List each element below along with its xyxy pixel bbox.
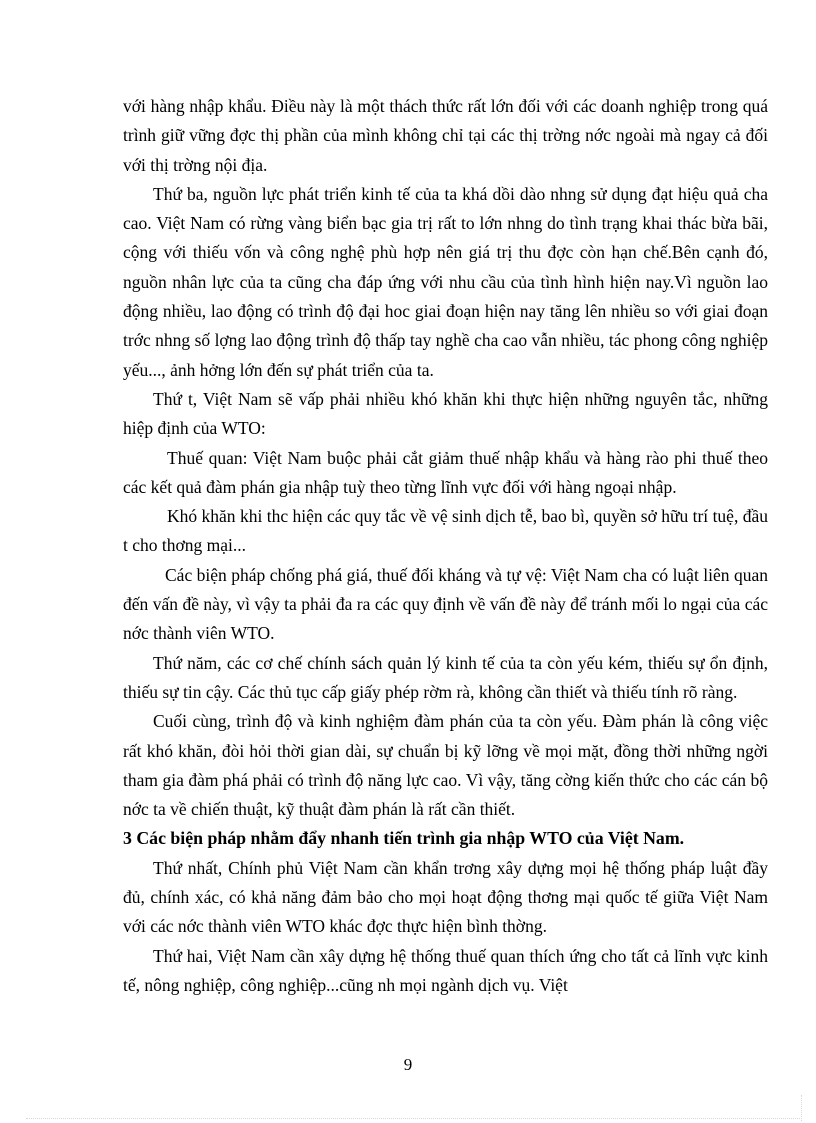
paragraph-thue-quan: Thuế quan: Việt Nam buộc phải cắt giảm thuế nhập khẩu và hàng rào phi thuế theo các kết quả đàm phán gia nhập tuỳ theo từng lĩnh vực đối với hàng ngoại nhập. <box>123 447 768 497</box>
paragraph-thu-tu: Thứ t, Việt Nam sẽ vấp phải nhiều khó khăn khi thực hiện những nguyên tắc, những hiệp định của WTO: <box>123 388 768 439</box>
paragraph-cuoi-cung: Cuối cùng, trình độ và kinh nghiệm đàm phán của ta còn yếu. Đàm phán là công việc rất khó khăn, đòi hỏi thời gian dài, sự chuẩn bị kỹ lỡng về mọi mặt, đồng thời những ngời tham gia đàm phá phải có trình độ năng lực cao. Vì vậy, tăng cờng kiến thức cho các cán bộ nớc ta về chiến thuật, kỹ thuật đàm phán là rất cần thiết. <box>123 711 768 820</box>
paragraph-thu-nam: Thứ năm, các cơ chế chính sách quản lý kinh tế của ta còn yếu kém, thiếu sự ổn định, thiếu sự tin cậy. Các thủ tục cấp giấy phép rờm rà, không cần thiết và thiếu tính rõ ràng. <box>123 652 768 702</box>
page-border-bottom <box>26 1118 802 1119</box>
paragraph-continuation: với hàng nhập khẩu. Điều này là một thách thức rất lớn đối với các doanh nghiệp trong quá trình giữ vững đợc thị phần của mình không chỉ tại các thị trờng nớc ngoài mà ngay cả đối với thị trờng nội địa. <box>123 96 768 175</box>
paragraph-thu-nhat: Thứ nhất, Chính phủ Việt Nam cần khẩn trơng xây dựng mọi hệ thống pháp luật đầy đủ, chính xác, có khả năng đảm bảo cho mọi hoạt động thơng mại quốc tế giữa Việt Nam với các nớc thành viên WTO khác đợc thực hiện bình thờng. <box>123 857 768 937</box>
page-number: 9 <box>403 1055 413 1074</box>
paragraph-bien-phap-chong-pha-gia: Các biện pháp chống phá giá, thuế đối kháng và tự vệ: Việt Nam cha có luật liên quan đến vấn đề này, vì vậy ta phải đa ra các quy định về vấn đề này để tránh mối lo ngại của các nớc thành viên WTO. <box>123 564 768 644</box>
section-heading: 3 Các biện pháp nhằm đẩy nhanh tiến trình gia nhập WTO của Việt Nam. <box>123 828 685 849</box>
paragraph-thu-hai: Thứ hai, Việt Nam cần xây dựng hệ thống thuế quan thích ứng cho tất cả lĩnh vực kinh tế, nông nghiệp, công nghiệp...cũng nh mọi ngành dịch vụ. Việt <box>123 945 768 995</box>
page-body <box>123 92 768 1000</box>
paragraph-thu-ba: Thứ ba, nguồn lực phát triển kinh tế của ta khá dồi dào nhng sử dụng đạt hiệu quả cha cao. Việt Nam có rừng vàng biển bạc gia trị rất to lớn nhng do tình trạng khai thác bừa bãi, cộng với thiếu vốn và công nghệ phù hợp nên giá trị thu đợc còn hạn chế.Bên cạnh đó, nguồn nhân lực của ta cũng cha đáp ứng với nhu cầu của tình hình hiện nay.Vì nguồn lao động nhiều, lao động có trình độ đại hoc giai đoạn hiện nay tăng lên nhiều so với giai đoạn trớc nhng số lợng lao động trình độ thấp tay nghề cha cao vẫn nhiều, tác phong công nghiệp yếu..., ảnh hởng lớn đến sự phát triển của ta. <box>123 183 768 380</box>
page-border-right <box>801 1095 802 1121</box>
paragraph-kho-khan: Khó khăn khi thc hiện các quy tắc về vệ sinh dịch tễ, bao bì, quyền sở hữu trí tuệ, đầu t cho thơng mại... <box>123 506 768 556</box>
